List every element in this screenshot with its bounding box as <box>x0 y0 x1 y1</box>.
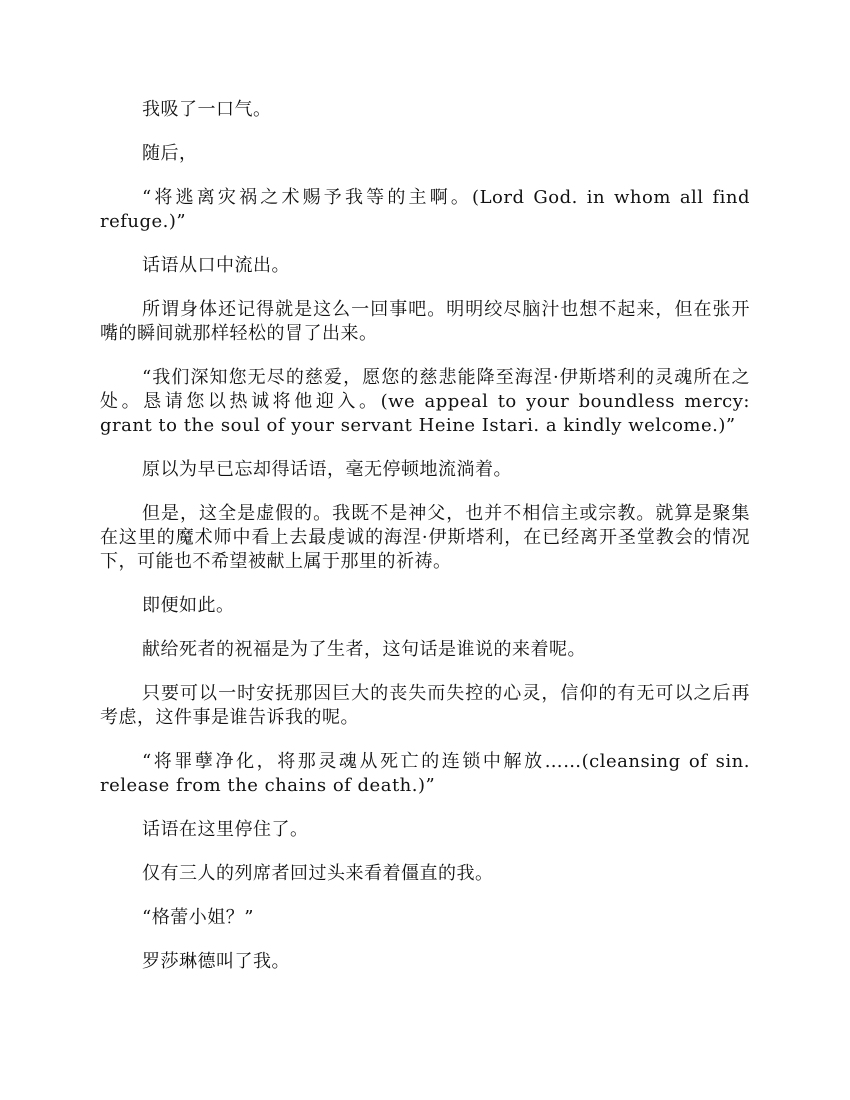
paragraph: 所谓身体还记得就是这么一回事吧。明明绞尽脑汁也想不起来，但在张开嘴的瞬间就那样轻松的冒了出来。 <box>100 299 750 344</box>
paragraph: “我们深知您无尽的慈爱，愿您的慈悲能降至海涅·伊斯塔利的灵魂所在之处。恳请您以热诚将他迎入。(we appeal to your boundless mercy: grant to the soul of your servant Heine Istari. a kindly welcome.)” <box>100 367 750 436</box>
paragraph: 仅有三人的列席者回过头来看着僵直的我。 <box>142 863 494 884</box>
paragraph: 话语从口中流出。 <box>142 255 290 276</box>
paragraph: 即便如此。 <box>142 595 235 616</box>
paragraph: “将逃离灾祸之术赐予我等的主啊。(Lord God. in whom all find refuge.)” <box>100 187 750 232</box>
paragraph: 但是，这全是虚假的。我既不是神父，也并不相信主或宗教。就算是聚集在这里的魔术师中看上去最虔诚的海涅·伊斯塔利，在已经离开圣堂教会的情况下，可能也不希望被献上属于那里的祈祷。 <box>100 503 750 572</box>
paragraph: “格蕾小姐？” <box>142 907 254 928</box>
paragraph: 罗莎琳德叫了我。 <box>142 951 290 972</box>
paragraph: 只要可以一时安抚那因巨大的丧失而失控的心灵，信仰的有无可以之后再考虑，这件事是谁告诉我的呢。 <box>100 683 750 728</box>
paragraph: “将罪孽净化，将那灵魂从死亡的连锁中解放……(cleansing of sin. release from the chains of death.)” <box>100 751 750 796</box>
paragraph: 献给死者的祝福是为了生者，这句话是谁说的来着呢。 <box>142 639 586 660</box>
paragraph: 话语在这里停住了。 <box>142 819 309 840</box>
paragraph: 我吸了一口气。 <box>142 99 272 120</box>
paragraph: 原以为早已忘却得话语，毫无停顿地流淌着。 <box>142 459 512 480</box>
document-body <box>100 98 750 994</box>
paragraph: 随后， <box>142 143 198 164</box>
